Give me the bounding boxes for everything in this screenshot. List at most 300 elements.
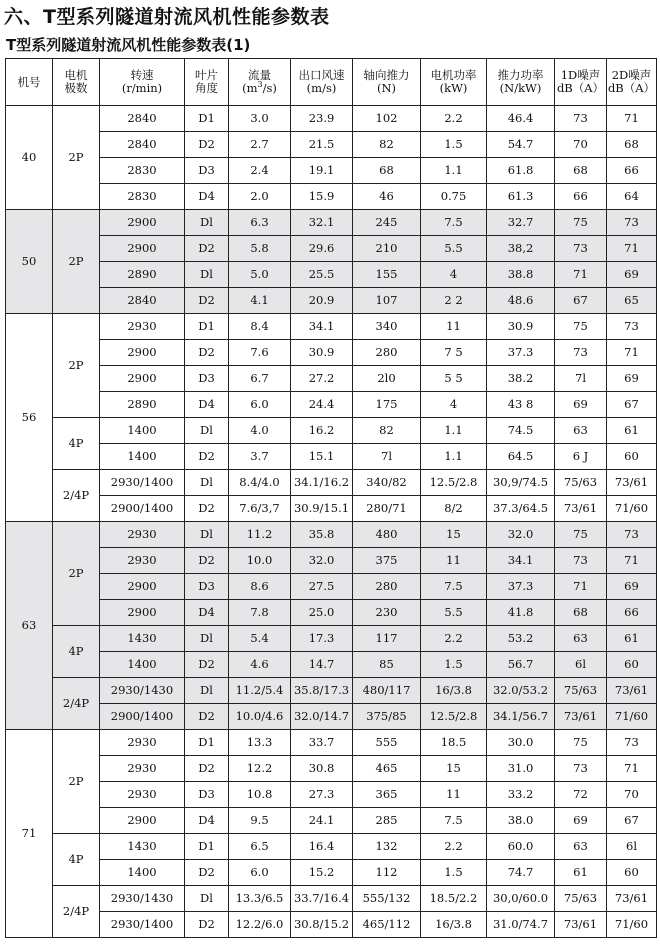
motor-power-cell: 2.2 xyxy=(421,106,487,132)
flow-cell: 6.3 xyxy=(229,210,291,236)
poles-cell: 2P xyxy=(53,210,100,314)
thrust-per-power-cell: 61.8 xyxy=(487,158,555,184)
outlet-velocity-cell: 30.9 xyxy=(291,340,353,366)
noise-2d-cell: 71/60 xyxy=(607,912,657,938)
axial-thrust-cell: 555 xyxy=(353,730,421,756)
speed-cell: 1400 xyxy=(100,860,185,886)
noise-2d-cell: 71 xyxy=(607,756,657,782)
speed-cell: 1430 xyxy=(100,834,185,860)
blade-angle-cell: D2 xyxy=(185,704,229,730)
speed-cell: 2930 xyxy=(100,756,185,782)
header-speed: 转速 (r/min) xyxy=(100,59,185,106)
motor-power-cell: 4 xyxy=(421,392,487,418)
axial-thrust-cell: 102 xyxy=(353,106,421,132)
motor-power-cell: 15 xyxy=(421,756,487,782)
model-cell: 40 xyxy=(6,106,53,210)
noise-2d-cell: 73 xyxy=(607,210,657,236)
blade-angle-cell: Dl xyxy=(185,210,229,236)
flow-cell: 8.4/4.0 xyxy=(229,470,291,496)
motor-power-cell: 1.1 xyxy=(421,158,487,184)
noise-2d-cell: 66 xyxy=(607,600,657,626)
flow-cell: 8.4 xyxy=(229,314,291,340)
table-title: T型系列隧道射流风机性能参数表(1) xyxy=(6,36,251,54)
outlet-velocity-cell: 17.3 xyxy=(291,626,353,652)
speed-cell: 2930 xyxy=(100,522,185,548)
noise-2d-cell: 61 xyxy=(607,626,657,652)
noise-1d-cell: 70 xyxy=(555,132,607,158)
noise-2d-cell: 60 xyxy=(607,444,657,470)
motor-power-cell: 1.1 xyxy=(421,418,487,444)
thrust-per-power-cell: 74.7 xyxy=(487,860,555,886)
motor-power-cell: 5.5 xyxy=(421,236,487,262)
noise-1d-cell: 75 xyxy=(555,314,607,340)
speed-cell: 2930/1400 xyxy=(100,470,185,496)
outlet-velocity-cell: 32.0/14.7 xyxy=(291,704,353,730)
motor-power-cell: 7.5 xyxy=(421,808,487,834)
outlet-velocity-cell: 16.4 xyxy=(291,834,353,860)
poles-cell: 4P xyxy=(53,418,100,470)
flow-cell: 10.0/4.6 xyxy=(229,704,291,730)
header-noise-2d: 2D噪声 dB（A） xyxy=(607,59,657,106)
header-poles: 电机 极数 xyxy=(53,59,100,106)
noise-2d-cell: 73/61 xyxy=(607,886,657,912)
axial-thrust-cell: 7l xyxy=(353,444,421,470)
header-flow: 流量 $(m^3/s)$ xyxy=(229,59,291,106)
noise-1d-cell: 75 xyxy=(555,522,607,548)
thrust-per-power-cell: 74.5 xyxy=(487,418,555,444)
flow-cell: 7.8 xyxy=(229,600,291,626)
thrust-per-power-cell: 30,0/60.0 xyxy=(487,886,555,912)
poles-cell: 2/4P xyxy=(53,886,100,938)
outlet-velocity-cell: 25.5 xyxy=(291,262,353,288)
axial-thrust-cell: 280/71 xyxy=(353,496,421,522)
thrust-per-power-cell: 37.3/64.5 xyxy=(487,496,555,522)
noise-1d-cell: 67 xyxy=(555,288,607,314)
noise-1d-cell: 75/63 xyxy=(555,886,607,912)
flow-cell: 5.8 xyxy=(229,236,291,262)
motor-power-cell: 12.5/2.8 xyxy=(421,704,487,730)
poles-cell: 2P xyxy=(53,522,100,626)
thrust-per-power-cell: 31.0/74.7 xyxy=(487,912,555,938)
poles-cell: 2/4P xyxy=(53,470,100,522)
noise-2d-cell: 65 xyxy=(607,288,657,314)
axial-thrust-cell: 85 xyxy=(353,652,421,678)
thrust-per-power-cell: 34.1/56.7 xyxy=(487,704,555,730)
speed-cell: 2890 xyxy=(100,392,185,418)
poles-cell: 2P xyxy=(53,106,100,210)
noise-2d-cell: 71 xyxy=(607,340,657,366)
table-row xyxy=(6,548,657,574)
outlet-velocity-cell: 27.3 xyxy=(291,782,353,808)
flow-cell: 8.6 xyxy=(229,574,291,600)
noise-1d-cell: 73/61 xyxy=(555,912,607,938)
motor-power-cell: 16/3.8 xyxy=(421,912,487,938)
noise-1d-cell: 63 xyxy=(555,834,607,860)
motor-power-cell: 1.5 xyxy=(421,132,487,158)
model-cell: 50 xyxy=(6,210,53,314)
speed-cell: 2830 xyxy=(100,158,185,184)
speed-cell: 2840 xyxy=(100,132,185,158)
noise-1d-cell: 66 xyxy=(555,184,607,210)
noise-2d-cell: 64 xyxy=(607,184,657,210)
motor-power-cell: 8/2 xyxy=(421,496,487,522)
motor-power-cell: 2 2 xyxy=(421,288,487,314)
axial-thrust-cell: 107 xyxy=(353,288,421,314)
speed-cell: 2930 xyxy=(100,314,185,340)
axial-thrust-cell: 82 xyxy=(353,132,421,158)
noise-1d-cell: 69 xyxy=(555,808,607,834)
thrust-per-power-cell: 37.3 xyxy=(487,574,555,600)
flow-cell: 6.0 xyxy=(229,860,291,886)
speed-cell: 2840 xyxy=(100,288,185,314)
speed-cell: 2900 xyxy=(100,210,185,236)
axial-thrust-cell: 82 xyxy=(353,418,421,444)
noise-2d-cell: 73/61 xyxy=(607,470,657,496)
speed-cell: 1400 xyxy=(100,652,185,678)
axial-thrust-cell: 480/117 xyxy=(353,678,421,704)
axial-thrust-cell: 285 xyxy=(353,808,421,834)
noise-2d-cell: 60 xyxy=(607,652,657,678)
thrust-per-power-cell: 38.2 xyxy=(487,366,555,392)
noise-2d-cell: 73 xyxy=(607,730,657,756)
noise-2d-cell: 70 xyxy=(607,782,657,808)
axial-thrust-cell: 280 xyxy=(353,340,421,366)
thrust-per-power-cell: 32.7 xyxy=(487,210,555,236)
table-row xyxy=(6,496,657,522)
speed-cell: 1400 xyxy=(100,444,185,470)
axial-thrust-cell: 175 xyxy=(353,392,421,418)
speed-cell: 2900 xyxy=(100,808,185,834)
motor-power-cell: 5 5 xyxy=(421,366,487,392)
noise-1d-cell: 63 xyxy=(555,626,607,652)
blade-angle-cell: D2 xyxy=(185,236,229,262)
axial-thrust-cell: 155 xyxy=(353,262,421,288)
table-row xyxy=(6,262,657,288)
motor-power-cell: 12.5/2.8 xyxy=(421,470,487,496)
motor-power-cell: 1.5 xyxy=(421,652,487,678)
outlet-velocity-cell: 32.0 xyxy=(291,548,353,574)
noise-1d-cell: 73/61 xyxy=(555,496,607,522)
noise-1d-cell: 6 J xyxy=(555,444,607,470)
thrust-per-power-cell: 31.0 xyxy=(487,756,555,782)
blade-angle-cell: D3 xyxy=(185,782,229,808)
thrust-per-power-cell: 32.0/53.2 xyxy=(487,678,555,704)
outlet-velocity-cell: 15.1 xyxy=(291,444,353,470)
noise-2d-cell: 69 xyxy=(607,366,657,392)
table-row xyxy=(6,886,657,912)
blade-angle-cell: D2 xyxy=(185,340,229,366)
table-row xyxy=(6,730,657,756)
speed-cell: 1400 xyxy=(100,418,185,444)
noise-1d-cell: 73 xyxy=(555,548,607,574)
header-motor-power: 电机功率 (kW) xyxy=(421,59,487,106)
thrust-per-power-cell: 48.6 xyxy=(487,288,555,314)
motor-power-cell: 11 xyxy=(421,548,487,574)
blade-angle-cell: Dl xyxy=(185,886,229,912)
flow-cell: 7.6/3,7 xyxy=(229,496,291,522)
blade-angle-cell: D2 xyxy=(185,444,229,470)
noise-1d-cell: 71 xyxy=(555,574,607,600)
header-outlet-velocity: 出口风速 (m/s) xyxy=(291,59,353,106)
table-row xyxy=(6,132,657,158)
blade-angle-cell: D2 xyxy=(185,548,229,574)
noise-1d-cell: 75/63 xyxy=(555,470,607,496)
blade-angle-cell: D1 xyxy=(185,730,229,756)
blade-angle-cell: D3 xyxy=(185,366,229,392)
motor-power-cell: 7.5 xyxy=(421,210,487,236)
blade-angle-cell: D1 xyxy=(185,834,229,860)
table-row xyxy=(6,912,657,938)
table-row xyxy=(6,678,657,704)
header-thrust-per-power: 推力功率 (N/kW) xyxy=(487,59,555,106)
noise-1d-cell: 73/61 xyxy=(555,704,607,730)
table-row xyxy=(6,834,657,860)
speed-cell: 2900/1400 xyxy=(100,704,185,730)
blade-angle-cell: Dl xyxy=(185,522,229,548)
noise-1d-cell: 75 xyxy=(555,210,607,236)
thrust-per-power-cell: 37.3 xyxy=(487,340,555,366)
axial-thrust-cell: 210 xyxy=(353,236,421,262)
table-row xyxy=(6,860,657,886)
noise-2d-cell: 73 xyxy=(607,522,657,548)
model-cell: 63 xyxy=(6,522,53,730)
table-row xyxy=(6,314,657,340)
blade-angle-cell: D2 xyxy=(185,132,229,158)
noise-2d-cell: 73 xyxy=(607,314,657,340)
outlet-velocity-cell: 24.1 xyxy=(291,808,353,834)
flow-cell: 4.6 xyxy=(229,652,291,678)
speed-cell: 2930/1430 xyxy=(100,678,185,704)
noise-2d-cell: 71 xyxy=(607,236,657,262)
table-row xyxy=(6,288,657,314)
table-row xyxy=(6,106,657,132)
table-row xyxy=(6,444,657,470)
flow-cell: 12.2 xyxy=(229,756,291,782)
poles-cell: 2P xyxy=(53,314,100,418)
poles-cell: 2/4P xyxy=(53,678,100,730)
motor-power-cell: 18.5/2.2 xyxy=(421,886,487,912)
outlet-velocity-cell: 33.7/16.4 xyxy=(291,886,353,912)
noise-1d-cell: 68 xyxy=(555,158,607,184)
outlet-velocity-cell: 30.9/15.1 xyxy=(291,496,353,522)
noise-1d-cell: 68 xyxy=(555,600,607,626)
thrust-per-power-cell: 33.2 xyxy=(487,782,555,808)
blade-angle-cell: Dl xyxy=(185,626,229,652)
table-row xyxy=(6,184,657,210)
axial-thrust-cell: 112 xyxy=(353,860,421,886)
poles-cell: 2P xyxy=(53,730,100,834)
blade-angle-cell: D1 xyxy=(185,106,229,132)
speed-cell: 2900/1400 xyxy=(100,496,185,522)
speed-cell: 2900 xyxy=(100,600,185,626)
axial-thrust-cell: 375/85 xyxy=(353,704,421,730)
flow-cell: 12.2/6.0 xyxy=(229,912,291,938)
noise-2d-cell: 73/61 xyxy=(607,678,657,704)
table-row xyxy=(6,652,657,678)
blade-angle-cell: D2 xyxy=(185,860,229,886)
flow-cell: 2.4 xyxy=(229,158,291,184)
motor-power-cell: 15 xyxy=(421,522,487,548)
thrust-per-power-cell: 34.1 xyxy=(487,548,555,574)
noise-1d-cell: 73 xyxy=(555,106,607,132)
table-row xyxy=(6,756,657,782)
flow-cell: 6.0 xyxy=(229,392,291,418)
flow-cell: 6.5 xyxy=(229,834,291,860)
outlet-velocity-cell: 30.8 xyxy=(291,756,353,782)
axial-thrust-cell: 465 xyxy=(353,756,421,782)
outlet-velocity-cell: 29.6 xyxy=(291,236,353,262)
axial-thrust-cell: 340 xyxy=(353,314,421,340)
blade-angle-cell: D4 xyxy=(185,392,229,418)
blade-angle-cell: Dl xyxy=(185,262,229,288)
outlet-velocity-cell: 35.8 xyxy=(291,522,353,548)
axial-thrust-cell: 480 xyxy=(353,522,421,548)
motor-power-cell: 11 xyxy=(421,782,487,808)
noise-1d-cell: 71 xyxy=(555,262,607,288)
speed-cell: 2840 xyxy=(100,106,185,132)
flow-cell: 9.5 xyxy=(229,808,291,834)
table-row xyxy=(6,574,657,600)
table-row xyxy=(6,470,657,496)
noise-1d-cell: 75/63 xyxy=(555,678,607,704)
noise-1d-cell: 61 xyxy=(555,860,607,886)
speed-cell: 2930/1430 xyxy=(100,886,185,912)
motor-power-cell: 7.5 xyxy=(421,574,487,600)
motor-power-cell: 4 xyxy=(421,262,487,288)
outlet-velocity-cell: 32.1 xyxy=(291,210,353,236)
axial-thrust-cell: 245 xyxy=(353,210,421,236)
motor-power-cell: 7 5 xyxy=(421,340,487,366)
motor-power-cell: 5.5 xyxy=(421,600,487,626)
blade-angle-cell: D3 xyxy=(185,158,229,184)
outlet-velocity-cell: 15.2 xyxy=(291,860,353,886)
flow-cell: 3.7 xyxy=(229,444,291,470)
noise-2d-cell: 71/60 xyxy=(607,704,657,730)
axial-thrust-cell: 132 xyxy=(353,834,421,860)
axial-thrust-cell: 280 xyxy=(353,574,421,600)
blade-angle-cell: D2 xyxy=(185,912,229,938)
noise-1d-cell: 7l xyxy=(555,366,607,392)
outlet-velocity-cell: 27.5 xyxy=(291,574,353,600)
motor-power-cell: 16/3.8 xyxy=(421,678,487,704)
axial-thrust-cell: 465/112 xyxy=(353,912,421,938)
motor-power-cell: 2.2 xyxy=(421,834,487,860)
table-header-row xyxy=(6,59,657,106)
motor-power-cell: 0.75 xyxy=(421,184,487,210)
table-row xyxy=(6,236,657,262)
speed-cell: 2930 xyxy=(100,730,185,756)
speed-cell: 2900 xyxy=(100,340,185,366)
blade-angle-cell: Dl xyxy=(185,470,229,496)
outlet-velocity-cell: 35.8/17.3 xyxy=(291,678,353,704)
flow-cell: 4.0 xyxy=(229,418,291,444)
flow-cell: 11.2 xyxy=(229,522,291,548)
noise-1d-cell: 75 xyxy=(555,730,607,756)
blade-angle-cell: D1 xyxy=(185,314,229,340)
noise-1d-cell: 72 xyxy=(555,782,607,808)
noise-1d-cell: 73 xyxy=(555,340,607,366)
noise-2d-cell: 66 xyxy=(607,158,657,184)
outlet-velocity-cell: 16.2 xyxy=(291,418,353,444)
noise-1d-cell: 73 xyxy=(555,236,607,262)
outlet-velocity-cell: 23.9 xyxy=(291,106,353,132)
noise-2d-cell: 71/60 xyxy=(607,496,657,522)
table-row xyxy=(6,210,657,236)
blade-angle-cell: Dl xyxy=(185,678,229,704)
flow-cell: 10.8 xyxy=(229,782,291,808)
thrust-per-power-cell: 64.5 xyxy=(487,444,555,470)
axial-thrust-cell: 375 xyxy=(353,548,421,574)
flow-cell: 3.0 xyxy=(229,106,291,132)
thrust-per-power-cell: 30.0 xyxy=(487,730,555,756)
flow-cell: 13.3 xyxy=(229,730,291,756)
flow-cell: 7.6 xyxy=(229,340,291,366)
header-model: 机号 xyxy=(6,59,53,106)
flow-cell: 5.4 xyxy=(229,626,291,652)
outlet-velocity-cell: 24.4 xyxy=(291,392,353,418)
blade-angle-cell: D2 xyxy=(185,496,229,522)
speed-cell: 2930 xyxy=(100,782,185,808)
noise-2d-cell: 67 xyxy=(607,808,657,834)
axial-thrust-cell: 365 xyxy=(353,782,421,808)
outlet-velocity-cell: 34.1 xyxy=(291,314,353,340)
noise-1d-cell: 6l xyxy=(555,652,607,678)
table-body xyxy=(6,106,657,938)
table-row xyxy=(6,808,657,834)
flow-cell: 10.0 xyxy=(229,548,291,574)
outlet-velocity-cell: 30.8/15.2 xyxy=(291,912,353,938)
table-row xyxy=(6,782,657,808)
header-blade-angle: 叶片 角度 xyxy=(185,59,229,106)
axial-thrust-cell: 230 xyxy=(353,600,421,626)
axial-thrust-cell: 68 xyxy=(353,158,421,184)
outlet-velocity-cell: 19.1 xyxy=(291,158,353,184)
model-cell: 71 xyxy=(6,730,53,938)
noise-2d-cell: 69 xyxy=(607,262,657,288)
table-row xyxy=(6,366,657,392)
speed-cell: 2900 xyxy=(100,236,185,262)
outlet-velocity-cell: 20.9 xyxy=(291,288,353,314)
speed-cell: 1430 xyxy=(100,626,185,652)
axial-thrust-cell: 2l0 xyxy=(353,366,421,392)
speed-cell: 2830 xyxy=(100,184,185,210)
header-axial-thrust: 轴向推力 (N) xyxy=(353,59,421,106)
blade-angle-cell: D4 xyxy=(185,184,229,210)
table-row xyxy=(6,418,657,444)
blade-angle-cell: D2 xyxy=(185,756,229,782)
noise-1d-cell: 63 xyxy=(555,418,607,444)
axial-thrust-cell: 46 xyxy=(353,184,421,210)
motor-power-cell: 1.5 xyxy=(421,860,487,886)
thrust-per-power-cell: 30.9 xyxy=(487,314,555,340)
speed-cell: 2930/1400 xyxy=(100,912,185,938)
table-row xyxy=(6,392,657,418)
flow-cell: 2.0 xyxy=(229,184,291,210)
thrust-per-power-cell: 38.8 xyxy=(487,262,555,288)
thrust-per-power-cell: 43 8 xyxy=(487,392,555,418)
thrust-per-power-cell: 60.0 xyxy=(487,834,555,860)
noise-2d-cell: 68 xyxy=(607,132,657,158)
thrust-per-power-cell: 32.0 xyxy=(487,522,555,548)
blade-angle-cell: D4 xyxy=(185,808,229,834)
header-noise-1d: 1D噪声 dB（A） xyxy=(555,59,607,106)
thrust-per-power-cell: 53.2 xyxy=(487,626,555,652)
axial-thrust-cell: 555/132 xyxy=(353,886,421,912)
speed-cell: 2900 xyxy=(100,366,185,392)
table-row xyxy=(6,704,657,730)
noise-1d-cell: 69 xyxy=(555,392,607,418)
thrust-per-power-cell: 38,2 xyxy=(487,236,555,262)
